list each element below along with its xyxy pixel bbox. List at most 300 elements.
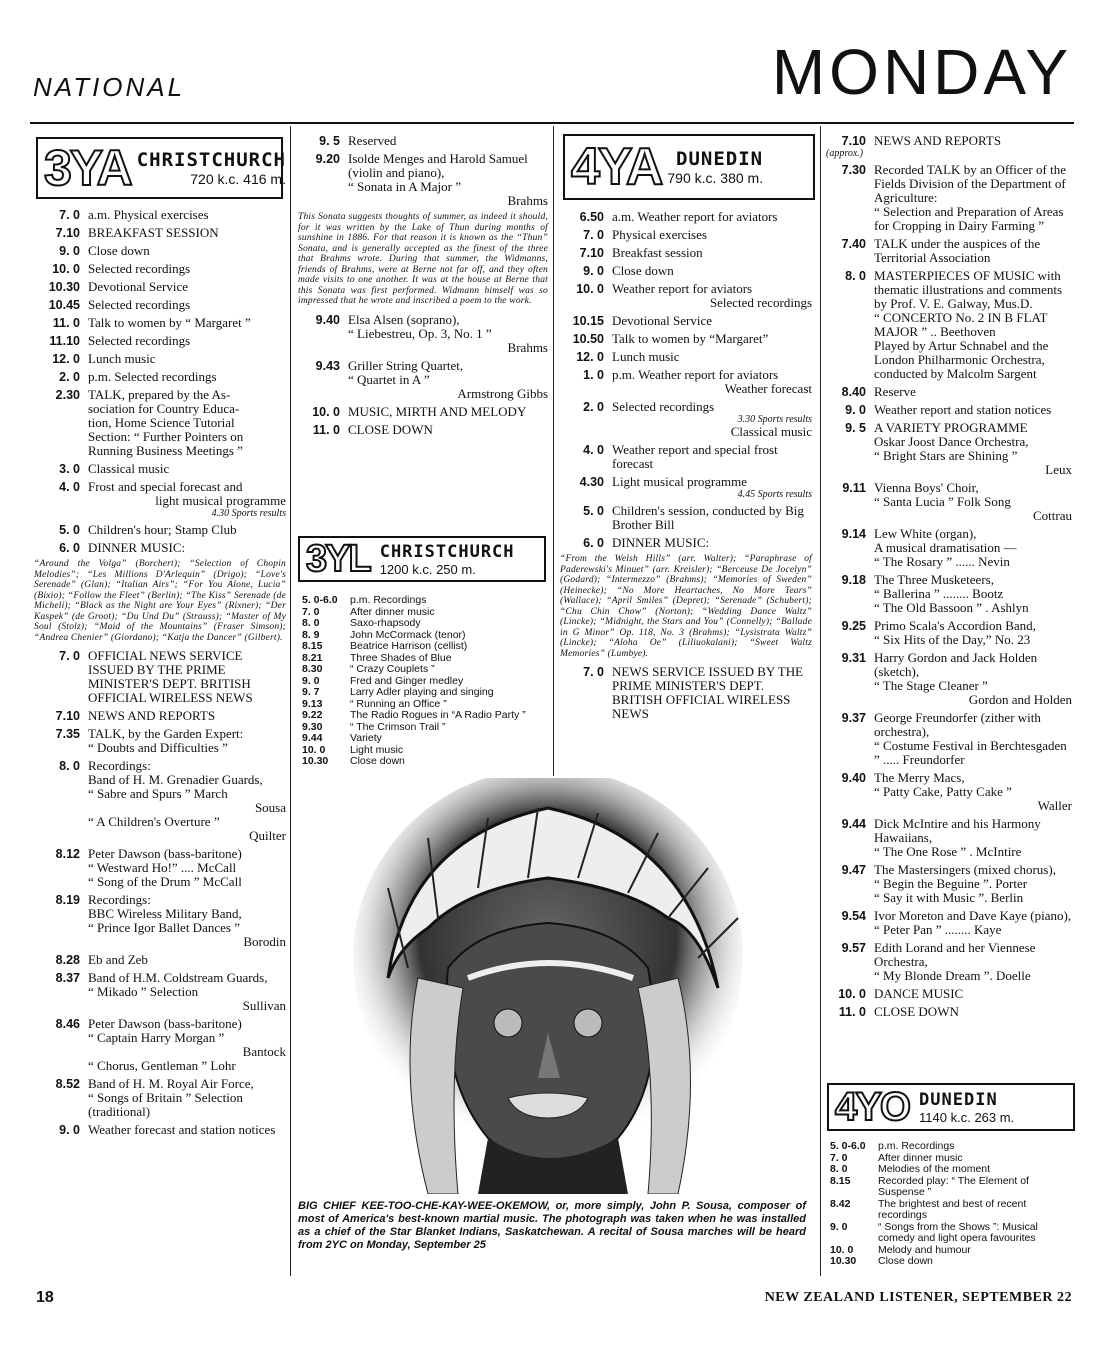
program-details bbox=[612, 314, 812, 328]
program-time: 8. 0 bbox=[830, 1163, 848, 1175]
program-entry bbox=[34, 523, 286, 537]
program-entry bbox=[298, 405, 548, 419]
program-entry bbox=[560, 536, 812, 550]
program-line: NEWS AND REPORTS bbox=[88, 708, 216, 723]
schedule-3ya-continued bbox=[298, 134, 548, 441]
program-details bbox=[874, 987, 1072, 1001]
program-details bbox=[612, 246, 812, 260]
schedule-3yl bbox=[302, 595, 546, 768]
program-time: 10. 0 bbox=[830, 1243, 854, 1256]
day-title: MONDAY bbox=[771, 36, 1072, 108]
program-line: “ Sabre and Spurs ” March bbox=[88, 786, 228, 801]
program-time: 10. 0 bbox=[838, 987, 866, 1001]
program-time: 6. 0 bbox=[583, 536, 604, 550]
program-line: Children's hour; Stamp Club bbox=[88, 522, 237, 537]
program-details bbox=[874, 817, 1072, 859]
program-details bbox=[874, 651, 1072, 707]
program-entry bbox=[560, 475, 812, 500]
program-entry bbox=[830, 1222, 1074, 1245]
program-time: 7. 0 bbox=[830, 1151, 848, 1164]
program-details bbox=[348, 152, 548, 208]
program-line: Isolde Menges and Harold Samuel (violin and piano), bbox=[348, 151, 528, 180]
program-time: 12. 0 bbox=[52, 352, 80, 366]
program-entry bbox=[302, 722, 546, 734]
program-details: “ The Crimson Trail ” bbox=[350, 720, 446, 733]
program-entry bbox=[826, 651, 1072, 707]
program-details: Melodies of the moment bbox=[878, 1163, 991, 1175]
program-details: Saxo-rhapsody bbox=[350, 617, 421, 629]
program-details: “ Crazy Couplets ” bbox=[350, 663, 435, 675]
program-details: Variety bbox=[350, 732, 382, 744]
program-details bbox=[612, 350, 812, 364]
program-details bbox=[88, 298, 286, 312]
program-details: John McCormack (tenor) bbox=[350, 628, 466, 641]
program-entry bbox=[34, 280, 286, 294]
program-time: 9. 0 bbox=[59, 1123, 80, 1137]
program-line: “ The Rosary ” ...... Nevin bbox=[874, 554, 1010, 569]
program-entry bbox=[560, 228, 812, 242]
column-divider bbox=[820, 126, 821, 1276]
program-time: 7. 0 bbox=[583, 228, 604, 242]
program-entry bbox=[826, 269, 1072, 381]
program-time: 8.40 bbox=[841, 385, 866, 399]
program-line: Sousa bbox=[254, 800, 286, 815]
program-details bbox=[88, 847, 286, 889]
program-details: Close down bbox=[350, 755, 405, 767]
program-line: “ Peter Pan ” ........ Kaye bbox=[874, 922, 1002, 937]
program-details bbox=[88, 208, 286, 222]
program-line: Section: “ Further Pointers on bbox=[88, 429, 244, 444]
program-line: “ The Stage Cleaner ” bbox=[874, 678, 988, 693]
program-details bbox=[612, 228, 812, 242]
program-line: a.m. Weather report for aviators bbox=[612, 209, 778, 224]
program-line: Lunch music bbox=[612, 349, 680, 364]
program-line: Talk to women by “Margaret” bbox=[612, 331, 769, 346]
program-time: 9.40 bbox=[315, 312, 340, 327]
program-line: Devotional Service bbox=[88, 279, 188, 294]
station-box-4ya bbox=[563, 134, 815, 200]
program-details bbox=[88, 262, 286, 276]
top-rule bbox=[30, 122, 1074, 124]
program-entry bbox=[560, 332, 812, 346]
program-line: p.m. Selected recordings bbox=[88, 369, 217, 384]
program-entry bbox=[826, 987, 1072, 1001]
program-details bbox=[88, 759, 286, 843]
network-label: NATIONAL bbox=[33, 72, 186, 102]
program-details bbox=[88, 480, 286, 519]
station-logo: 3YA bbox=[44, 140, 131, 196]
station-name: DUNEDIN bbox=[676, 148, 764, 170]
program-details bbox=[88, 370, 286, 384]
program-line: Recordings: bbox=[88, 892, 151, 907]
station-frequency: 1200 k.c. 250 m. bbox=[379, 561, 476, 577]
program-line: “ Prince Igor Ballet Dances ” bbox=[88, 920, 240, 935]
program-line: “ Ballerina ” ........ Bootz bbox=[874, 586, 1004, 601]
program-line: 4.45 Sports results bbox=[737, 489, 812, 500]
program-details: Close down bbox=[878, 1255, 933, 1267]
program-entry bbox=[34, 759, 286, 843]
program-entry bbox=[826, 481, 1072, 523]
program-details: The brightest and best of recent recordings bbox=[878, 1197, 1027, 1221]
schedule-4ya bbox=[560, 210, 812, 725]
program-details bbox=[874, 771, 1072, 813]
program-details bbox=[348, 405, 548, 419]
program-entry bbox=[302, 710, 546, 722]
program-entry bbox=[826, 771, 1072, 813]
program-line: “ Captain Harry Morgan ” bbox=[88, 1030, 225, 1045]
program-line: NEWS AND REPORTS bbox=[874, 133, 1002, 148]
program-line: The Merry Macs, bbox=[874, 770, 965, 785]
program-details bbox=[612, 443, 812, 471]
program-line: “ The Old Bassoon ” . Ashlyn bbox=[874, 600, 1029, 615]
program-details bbox=[874, 421, 1072, 477]
program-details bbox=[612, 210, 812, 224]
program-entry bbox=[830, 1141, 1074, 1153]
program-details bbox=[88, 523, 286, 537]
program-entry bbox=[298, 423, 548, 437]
program-entry bbox=[298, 359, 548, 401]
program-time: 4. 0 bbox=[583, 443, 604, 457]
program-line: “ Quartet in A ” bbox=[348, 371, 430, 387]
program-entry bbox=[560, 314, 812, 328]
program-entry bbox=[560, 246, 812, 260]
program-line: DINNER MUSIC: bbox=[88, 540, 186, 555]
program-details bbox=[88, 334, 286, 348]
program-entry bbox=[34, 649, 286, 705]
program-line: Weather report and station notices bbox=[874, 402, 1052, 417]
program-entry bbox=[826, 1005, 1072, 1019]
program-entry bbox=[302, 733, 546, 745]
program-line: OFFICIAL NEWS SERVICE ISSUED BY THE PRIME MINISTER'S DEPT. BRITISH OFFICIAL WIRELESS NEWS bbox=[88, 648, 253, 705]
program-details bbox=[612, 665, 812, 721]
program-line: “ Say it with Music ”. Berlin bbox=[874, 890, 1024, 905]
program-details bbox=[612, 475, 812, 500]
program-entry bbox=[34, 226, 286, 240]
program-entry bbox=[830, 1199, 1074, 1222]
program-time: 7.10 bbox=[579, 246, 604, 260]
program-time: 9. 0 bbox=[302, 674, 320, 687]
program-line: The Three Musketeers, bbox=[874, 572, 994, 587]
program-details bbox=[874, 863, 1072, 905]
station-frequency: 790 k.c. 380 m. bbox=[667, 170, 764, 186]
program-details bbox=[348, 423, 548, 437]
program-entry bbox=[830, 1245, 1074, 1257]
program-line: a.m. Physical exercises bbox=[88, 207, 209, 222]
program-entry bbox=[34, 1123, 286, 1137]
program-details bbox=[88, 388, 286, 458]
program-details bbox=[612, 400, 812, 439]
program-line: Quilter bbox=[249, 828, 286, 843]
program-line: Band of H. M. Royal Air Force, bbox=[88, 1076, 254, 1091]
program-line: Brahms bbox=[507, 193, 548, 208]
program-line: Close down bbox=[88, 243, 150, 258]
program-line: Griller String Quartet, bbox=[348, 357, 464, 373]
station-box-4yo bbox=[827, 1083, 1075, 1131]
program-line: light musical programme bbox=[155, 493, 286, 508]
program-line: A musical dramatisation — bbox=[874, 540, 1017, 555]
program-time: 6. 0 bbox=[59, 541, 80, 555]
program-line: “ Begin the Beguine ”. Porter bbox=[874, 876, 1028, 891]
program-line: BBC Wireless Military Band, bbox=[88, 906, 242, 921]
program-entry bbox=[34, 480, 286, 519]
program-details bbox=[874, 711, 1072, 767]
program-line: Waller bbox=[1037, 798, 1072, 813]
program-entry bbox=[826, 573, 1072, 615]
program-line: Running Business Meetings ” bbox=[88, 443, 243, 458]
program-time: 8.42 bbox=[830, 1197, 851, 1210]
program-line: Bantock bbox=[242, 1044, 286, 1059]
program-details bbox=[88, 727, 286, 755]
program-line: Devotional Service bbox=[612, 313, 712, 328]
program-time: 8.37 bbox=[55, 971, 80, 985]
program-details bbox=[88, 971, 286, 1013]
program-entry bbox=[34, 1077, 286, 1119]
program-time: 10. 0 bbox=[52, 262, 80, 276]
program-line: Close down bbox=[612, 263, 674, 278]
program-details bbox=[88, 462, 286, 476]
program-entry bbox=[34, 298, 286, 312]
program-time: 11. 0 bbox=[312, 422, 340, 437]
program-line: Reserved bbox=[348, 133, 397, 148]
program-line: Band of H. M. Grenadier Guards, bbox=[88, 772, 263, 787]
program-time: 10.30 bbox=[830, 1255, 857, 1267]
program-line: Frost and special forecast and bbox=[88, 479, 243, 494]
program-time: 6.50 bbox=[579, 210, 604, 224]
program-details bbox=[88, 244, 286, 258]
program-entry bbox=[34, 709, 286, 723]
program-entry bbox=[560, 210, 812, 224]
program-details bbox=[612, 504, 812, 532]
station-frequency: 1140 k.c. 263 m. bbox=[919, 1109, 1015, 1125]
program-entry bbox=[560, 665, 812, 721]
program-details: p.m. Recordings bbox=[878, 1140, 955, 1152]
program-time: 9.47 bbox=[841, 863, 866, 877]
program-note: This Sonata suggests thoughts of summer, as indeed it should, for it was written by the Lake of Thun during months of sunshine in 1886. For that reason it is known as the “Thun” Sonata, and is generally accepted as the finest of the three that Brahms wrote. During that summer, the Widmanns, friends of Brahms, were at Berne not far off, and they often made visits to one another. It was at the house at Berne that this Sonata was first performed. Widmann himself was so impressed that he wrote and inscribed a poem to the work. bbox=[298, 212, 548, 306]
program-details bbox=[88, 280, 286, 294]
program-time: 7.10 bbox=[55, 226, 80, 240]
program-entry bbox=[826, 134, 1072, 148]
program-entry bbox=[34, 541, 286, 555]
program-entry bbox=[34, 847, 286, 889]
program-time: 9.37 bbox=[841, 711, 866, 725]
program-line: sociation for Country Educa- bbox=[88, 401, 240, 416]
program-entry bbox=[826, 863, 1072, 905]
program-line: Vienna Boys' Choir, bbox=[874, 480, 979, 495]
program-time: 2. 0 bbox=[59, 370, 80, 384]
program-entry bbox=[560, 504, 812, 532]
program-line: TALK, by the Garden Expert: bbox=[88, 726, 244, 741]
program-line: Ivor Moreton and Dave Kaye (piano), bbox=[874, 908, 1072, 923]
program-line: “ Santa Lucia ” Folk Song bbox=[874, 494, 1011, 509]
program-details: After dinner music bbox=[878, 1151, 963, 1164]
program-line: “ Six Hits of the Day,” No. 23 bbox=[874, 632, 1031, 647]
program-entry bbox=[826, 163, 1072, 233]
program-time: 10.15 bbox=[572, 314, 604, 328]
program-time: 9.44 bbox=[302, 732, 323, 744]
program-line: TALK, prepared by the As- bbox=[88, 387, 231, 402]
program-line: Leux bbox=[1045, 462, 1072, 477]
program-line: Selected recordings bbox=[709, 295, 812, 310]
program-time: 10.30 bbox=[48, 280, 80, 294]
program-line: Brahms bbox=[507, 339, 548, 355]
program-details bbox=[88, 893, 286, 949]
program-line: Selected recordings bbox=[88, 297, 191, 312]
program-line: “ The One Rose ” . McIntire bbox=[874, 844, 1022, 859]
column-divider bbox=[553, 126, 554, 776]
program-entry bbox=[302, 618, 546, 630]
program-time: 9.30 bbox=[302, 720, 323, 733]
station-logo: 4YO bbox=[835, 1085, 910, 1129]
program-details bbox=[874, 1005, 1072, 1019]
program-time: 9. 0 bbox=[583, 264, 604, 278]
program-details: “ Running an Office ” bbox=[350, 697, 447, 710]
program-details bbox=[88, 1017, 286, 1073]
program-time: 4. 0 bbox=[59, 480, 80, 494]
program-line: DANCE MUSIC bbox=[874, 986, 964, 1001]
program-time: 12. 0 bbox=[576, 350, 604, 364]
program-details: Beatrice Harrison (cellist) bbox=[350, 640, 468, 652]
program-line: Physical exercises bbox=[612, 227, 707, 242]
program-entry bbox=[34, 971, 286, 1013]
program-line: “ Patty Cake, Patty Cake ” bbox=[874, 784, 1012, 799]
publication-footer: NEW ZEALAND LISTENER, SEPTEMBER 22 bbox=[764, 1290, 1072, 1305]
program-time: 7. 0 bbox=[59, 208, 80, 222]
program-line: Weather forecast bbox=[724, 381, 812, 396]
page-number: 18 bbox=[36, 1289, 54, 1306]
program-entry bbox=[560, 443, 812, 471]
program-entry bbox=[34, 262, 286, 276]
program-line: “ CONCERTO No. 2 IN B FLAT MAJOR ” .. Beethoven bbox=[874, 310, 1048, 339]
program-details bbox=[874, 527, 1072, 569]
program-time: 9.31 bbox=[841, 651, 866, 665]
program-line: Classical music bbox=[730, 424, 812, 439]
program-time: 8.15 bbox=[830, 1174, 851, 1187]
program-line: TALK under the auspices of the Territorial Association bbox=[874, 236, 1041, 265]
program-line: “ Liebestreu, Op. 3, No. 1 ” bbox=[348, 325, 492, 341]
program-note: “Around the Volga” (Borchert); “Selection of Chopin Melodies”; “Les Millions D'Arlequin” (Drigo); “Love's Serenade” (Glan); “Italian Airs”; “For You Alone, Lucia” (Bixio); “Follow the Fleet” (Berlin); “The Kiss” Serenade (de Micheli); “Black as the Night are Your Eyes” (Rixner); “Der Kaspek” (de Groot); “Du Und Du” (Strauss); “Master of My Soul (Stolz); “Maid of the Mountains” (Fraser Simson); “Andrea Chenier” (Giordano); “Katja the Dancer” (Gilbert). bbox=[34, 559, 286, 643]
program-time: 2.30 bbox=[55, 388, 80, 402]
program-details: Light music bbox=[350, 743, 404, 756]
program-details bbox=[88, 226, 286, 240]
program-details bbox=[88, 541, 286, 555]
program-time: 9.40 bbox=[841, 771, 866, 785]
program-entry bbox=[826, 909, 1072, 937]
program-details bbox=[874, 237, 1072, 265]
program-details bbox=[348, 313, 548, 355]
program-time: 10.30 bbox=[302, 755, 329, 767]
program-entry bbox=[826, 421, 1072, 477]
program-details: Larry Adler playing and singing bbox=[350, 686, 494, 698]
program-line: The Mastersingers (mixed chorus), bbox=[874, 862, 1056, 877]
program-entry bbox=[34, 352, 286, 366]
program-time: 11. 0 bbox=[838, 1005, 866, 1019]
program-line: Reserve bbox=[874, 384, 916, 399]
program-line: Elsa Alsen (soprano), bbox=[348, 311, 460, 327]
program-time: 9.22 bbox=[302, 709, 323, 721]
program-time: 7.10 bbox=[55, 709, 80, 723]
program-time: 9.14 bbox=[841, 527, 866, 541]
program-line: “ My Blonde Dream ”. Doelle bbox=[874, 968, 1031, 983]
program-entry bbox=[830, 1176, 1074, 1199]
program-entry bbox=[826, 619, 1072, 647]
program-details: Recorded play: “ The Element of Suspense ” bbox=[878, 1174, 1029, 1198]
program-time: 5. 0 bbox=[59, 523, 80, 537]
program-time: 7. 0 bbox=[302, 605, 320, 618]
program-line: Cottrau bbox=[1033, 508, 1072, 523]
program-line: Light musical programme bbox=[612, 474, 748, 489]
program-line: Recorded TALK by an Officer of the Fields Division of the Department of Agriculture: bbox=[874, 162, 1066, 205]
program-details bbox=[612, 282, 812, 310]
station-name: CHRISTCHURCH bbox=[379, 541, 515, 562]
program-time: 8.21 bbox=[302, 651, 323, 664]
program-line: Played by Artur Schnabel and the London Philharmonic Orchestra, conducted by Malcolm Sargent bbox=[874, 338, 1049, 381]
program-details: After dinner music bbox=[350, 605, 435, 618]
program-time: 8.28 bbox=[55, 953, 80, 967]
program-details bbox=[88, 953, 286, 967]
program-line: Band of H.M. Coldstream Guards, bbox=[88, 970, 268, 985]
program-line: “ Doubts and Difficulties ” bbox=[88, 740, 228, 755]
program-time: 9. 7 bbox=[302, 686, 320, 698]
program-line: Lunch music bbox=[88, 351, 156, 366]
program-entry bbox=[34, 370, 286, 384]
program-entry bbox=[298, 313, 548, 355]
program-line: Dick McIntire and his Harmony Hawaiians, bbox=[874, 816, 1041, 845]
program-time: 9. 5 bbox=[319, 134, 340, 148]
program-time: 8.19 bbox=[55, 893, 80, 907]
program-details bbox=[874, 909, 1072, 937]
program-time: 10. 0 bbox=[576, 282, 604, 296]
program-entry bbox=[826, 711, 1072, 767]
program-details bbox=[874, 573, 1072, 615]
program-line: 3.30 Sports results bbox=[737, 414, 812, 425]
station-frequency: 720 k.c. 416 m. bbox=[190, 171, 286, 187]
program-line: tion, Home Science Tutorial bbox=[88, 415, 235, 430]
program-time: 9.20 bbox=[315, 152, 340, 166]
program-time: 9.18 bbox=[841, 573, 866, 587]
program-line: DINNER MUSIC: bbox=[612, 535, 710, 550]
station-name: DUNEDIN bbox=[919, 1089, 998, 1110]
schedule-4yo bbox=[830, 1141, 1074, 1268]
schedule-3ya bbox=[34, 208, 286, 1141]
program-line: Weather report for aviators bbox=[612, 281, 753, 296]
program-entry bbox=[302, 745, 546, 757]
program-note: (approx.) bbox=[826, 148, 864, 159]
program-time: 9. 0 bbox=[59, 244, 80, 258]
program-time: 10.50 bbox=[572, 332, 604, 346]
program-time: 2. 0 bbox=[583, 400, 604, 414]
program-line: George Freundorfer (zither with orchestra), bbox=[874, 710, 1041, 739]
program-line: “ Bright Stars are Shining ” bbox=[874, 448, 1018, 463]
program-entry bbox=[34, 893, 286, 949]
program-details bbox=[348, 359, 548, 401]
program-time: 9.13 bbox=[302, 697, 323, 710]
program-time: 10. 0 bbox=[312, 404, 340, 419]
program-entry bbox=[34, 388, 286, 458]
program-entry bbox=[302, 595, 546, 607]
program-time: 7.30 bbox=[841, 163, 866, 177]
program-line: Gordon and Holden bbox=[968, 692, 1072, 707]
program-details bbox=[874, 385, 1072, 399]
program-line: “ Song of the Drum ” McCall bbox=[88, 874, 242, 889]
program-line: Lew White (organ), bbox=[874, 526, 977, 541]
program-line: “ Westward Ho!” .... McCall bbox=[88, 860, 237, 875]
program-line: CLOSE DOWN bbox=[348, 421, 433, 437]
program-time: 9.44 bbox=[841, 817, 866, 831]
station-logo: 4YA bbox=[571, 138, 662, 196]
program-time: 7. 0 bbox=[583, 665, 604, 679]
program-line: Recordings: bbox=[88, 758, 151, 773]
program-entry bbox=[830, 1256, 1074, 1268]
